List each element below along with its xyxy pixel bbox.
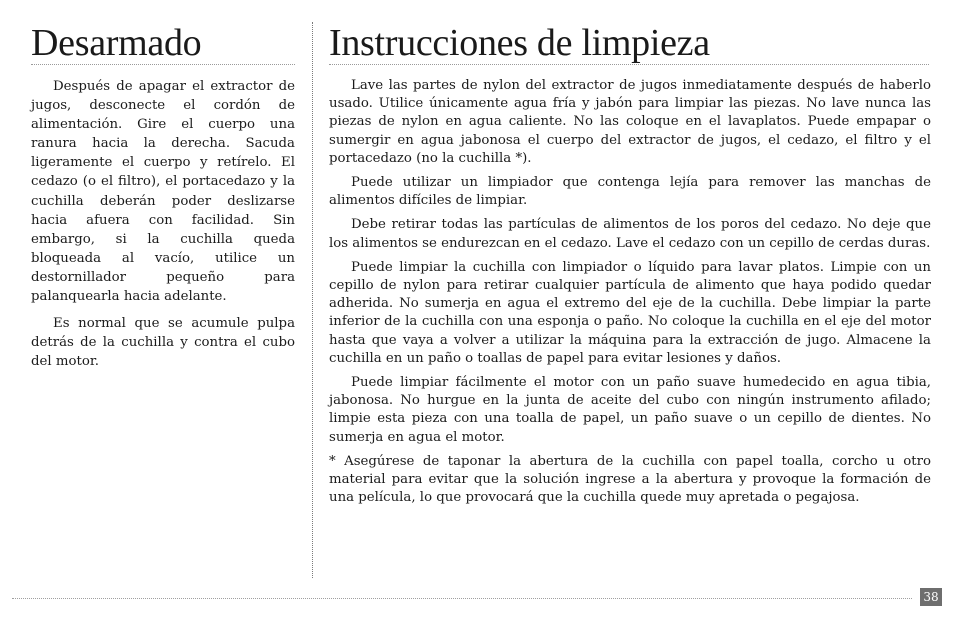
paragraph: Después de apagar el extractor de jugos, desconecte el cordón de alimentación. Gire el cuerpo una ranura hacia la derecha. Sacuda ligeramente el cuerpo y retírelo. El cedazo (o el filtro), el portacedazo y la cuchilla deberán poder deslizarse hacia afuera con facilidad. Sin embargo, si la cuchilla queda bloqueada al vacío, utilice un destornillador pequeño para palanquearla hacia adelante. — [31, 79, 295, 305]
column-divider — [312, 22, 313, 578]
disassembly-body — [31, 77, 295, 371]
cleaning-title: Instrucciones de limpieza — [329, 22, 710, 64]
footnote: * Asegúrese de taponar la abertura de la cuchilla con papel toalla, corcho u otro material para evitar que la solución ingrese a la abertura y provoque la formación de una película, lo que provocará que la cuchilla quede muy apretada o pegajosa. — [329, 453, 931, 506]
title-rule — [31, 64, 295, 65]
paragraph: Puede limpiar fácilmente el motor con un paño suave humedecido en agua tibia, jabonosa. No hurgue en la junta de aceite del cubo con ningún instrumento afilado; limpie esta pieza con una toalla de papel, un paño suave o un cepillo de dientes. No sumerja en agua el motor. — [329, 375, 931, 445]
disassembly-section — [31, 22, 295, 379]
page-number: 38 — [920, 588, 942, 606]
paragraph: Es normal que se acumule pulpa detrás de la cuchilla y contra el cubo del motor. — [31, 316, 295, 370]
footer-rule — [12, 598, 912, 599]
title-rule — [329, 64, 929, 65]
paragraph: Puede utilizar un limpiador que contenga lejía para remover las manchas de alimentos difíciles de limpiar. — [329, 175, 931, 209]
disassembly-title: Desarmado — [31, 22, 202, 64]
paragraph: Lave las partes de nylon del extractor de jugos inmediatamente después de haberlo usado. Utilice únicamente agua fría y jabón para limpiar las piezas. No lave nunca las piezas de nylon en agua caliente. No las coloque en el lavaplatos. Puede empapar o sumergir en agua jabonosa el cuerpo del extractor de jugos, el cedazo, el filtro y el portacedazo (no la cuchilla *). — [329, 78, 931, 166]
cleaning-section — [329, 22, 931, 513]
paragraph: Debe retirar todas las partículas de alimentos de los poros del cedazo. No deje que los alimentos se endurezcan en el cedazo. Lave el cedazo con un cepillo de cerdas duras. — [329, 217, 931, 251]
paragraph: Puede limpiar la cuchilla con limpiador o líquido para lavar platos. Limpie con un cepillo de nylon para retirar cualquier partícula de alimento que haya podido quedar adherida. No sumerja en agua el extremo del eje de la cuchilla. Debe limpiar la parte inferior de la cuchilla con una esponja o paño. No coloque la cuchilla en el eje del motor hasta que vaya a volver a utilizar la máquina para la extracción de jugo. Almacene la cuchilla en un paño o toallas de papel para evitar lesiones y daños. — [329, 259, 931, 366]
cleaning-body — [329, 77, 931, 507]
